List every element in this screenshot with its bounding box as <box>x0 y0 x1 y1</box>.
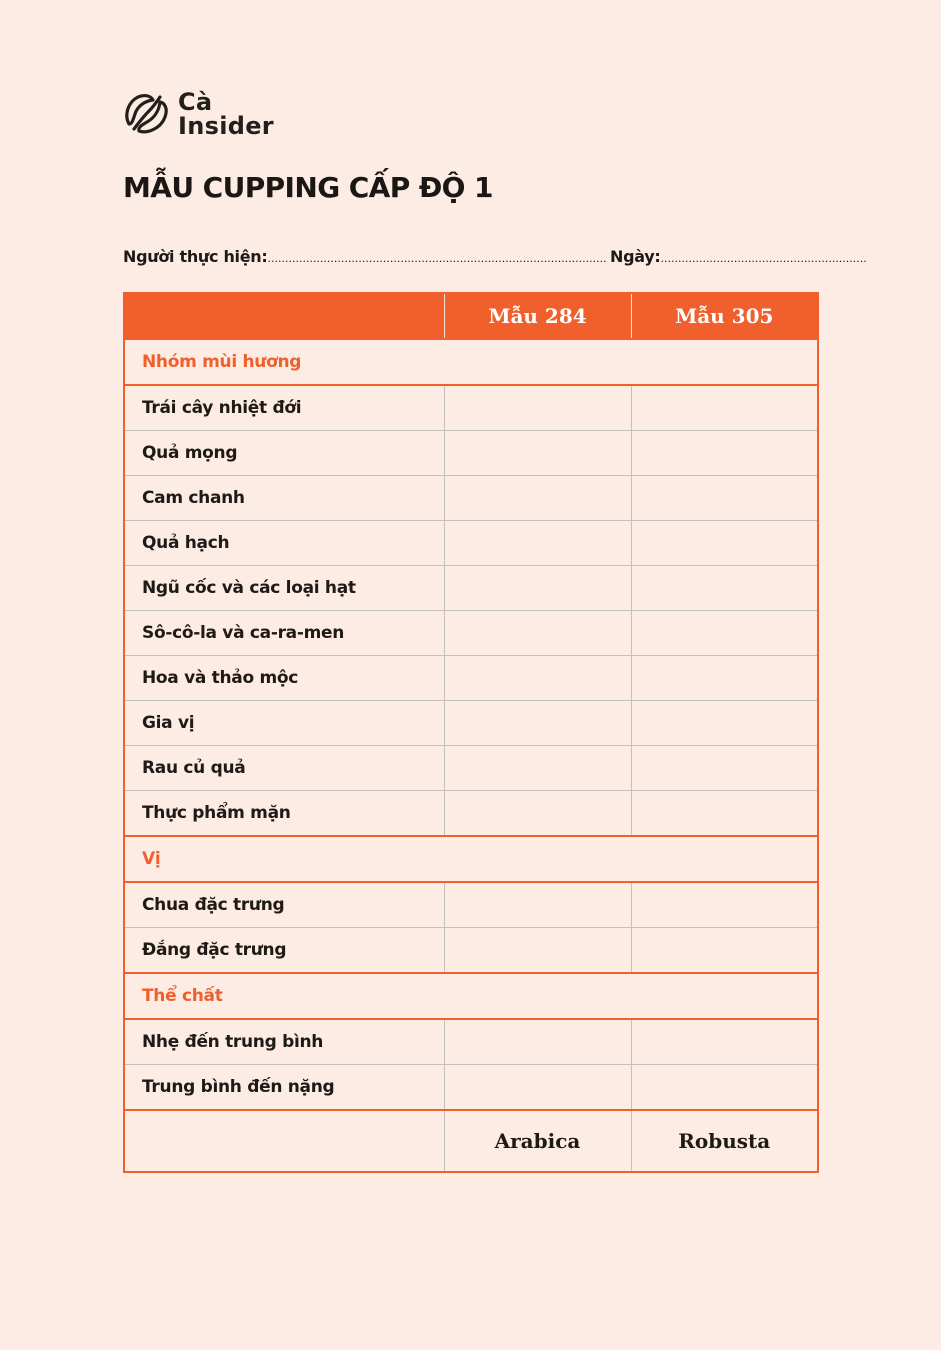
group-title: Nhóm mùi hương <box>124 339 818 385</box>
table-row <box>124 928 818 974</box>
attribute-label: Nhẹ đến trung bình <box>124 1019 444 1065</box>
table-row <box>124 566 818 611</box>
sample-284-cell[interactable] <box>444 928 631 974</box>
sample-305-cell[interactable] <box>631 882 818 928</box>
sample-284-cell[interactable] <box>444 476 631 521</box>
sample-305-cell[interactable] <box>631 928 818 974</box>
table-row <box>124 791 818 837</box>
table-row <box>124 701 818 746</box>
performer-fill-line[interactable]: ................................................................................................. <box>267 252 607 265</box>
sample-284-cell[interactable] <box>444 882 631 928</box>
sample-305-cell[interactable] <box>631 385 818 431</box>
sample-305-cell[interactable] <box>631 1065 818 1111</box>
group-title: Thể chất <box>124 973 818 1019</box>
attribute-label: Rau củ quả <box>124 746 444 791</box>
attribute-label: Quả hạch <box>124 521 444 566</box>
performer-label: Người thực hiện: <box>123 247 268 266</box>
sample-284-cell[interactable] <box>444 1065 631 1111</box>
sample-284-cell[interactable] <box>444 566 631 611</box>
table-row <box>124 746 818 791</box>
attribute-label: Chua đặc trưng <box>124 882 444 928</box>
table-row <box>124 882 818 928</box>
table-header-row <box>124 293 818 339</box>
table-body <box>124 339 818 1110</box>
attribute-label: Gia vị <box>124 701 444 746</box>
table-row <box>124 656 818 701</box>
sample-305-cell[interactable] <box>631 566 818 611</box>
attribute-label: Hoa và thảo mộc <box>124 656 444 701</box>
table-row <box>124 611 818 656</box>
sample-284-cell[interactable] <box>444 611 631 656</box>
table-row <box>124 1019 818 1065</box>
brand-name <box>178 90 274 138</box>
footer-robusta: Robusta <box>631 1110 818 1172</box>
group-row <box>124 339 818 385</box>
attribute-label: Cam chanh <box>124 476 444 521</box>
sample-305-cell[interactable] <box>631 701 818 746</box>
page-title: MẪU CUPPING CẤP ĐỘ 1 <box>123 171 493 204</box>
cupping-table <box>123 292 819 1173</box>
footer-label-cell <box>124 1110 444 1172</box>
attribute-label: Thực phẩm mặn <box>124 791 444 837</box>
table-row <box>124 521 818 566</box>
group-title: Vị <box>124 836 818 882</box>
sample-305-cell[interactable] <box>631 791 818 837</box>
sample-284-cell[interactable] <box>444 1019 631 1065</box>
attribute-label: Trái cây nhiệt đới <box>124 385 444 431</box>
table-footer-row <box>124 1110 818 1172</box>
date-field[interactable] <box>610 247 867 266</box>
attribute-label: Trung bình đến nặng <box>124 1065 444 1111</box>
performer-field[interactable] <box>123 247 607 266</box>
sample-284-cell[interactable] <box>444 656 631 701</box>
attribute-label: Sô-cô-la và ca-ra-men <box>124 611 444 656</box>
date-fill-line[interactable]: ........................................................... <box>660 252 867 265</box>
sample-284-cell[interactable] <box>444 701 631 746</box>
coffee-bean-logo-icon <box>123 91 169 137</box>
date-label: Ngày: <box>610 247 661 266</box>
brand-name-line1: Cà <box>178 88 213 116</box>
sample-305-cell[interactable] <box>631 656 818 701</box>
attribute-label: Ngũ cốc và các loại hạt <box>124 566 444 611</box>
sample-284-cell[interactable] <box>444 431 631 476</box>
footer-arabica: Arabica <box>444 1110 631 1172</box>
header-sample-305: Mẫu 305 <box>631 293 818 339</box>
sample-305-cell[interactable] <box>631 521 818 566</box>
attribute-label: Đắng đặc trưng <box>124 928 444 974</box>
sample-284-cell[interactable] <box>444 521 631 566</box>
sample-305-cell[interactable] <box>631 1019 818 1065</box>
brand-name-line2: Insider <box>178 112 274 140</box>
group-row <box>124 836 818 882</box>
sample-284-cell[interactable] <box>444 746 631 791</box>
sample-305-cell[interactable] <box>631 476 818 521</box>
table-row <box>124 385 818 431</box>
sample-284-cell[interactable] <box>444 791 631 837</box>
sample-284-cell[interactable] <box>444 385 631 431</box>
sample-305-cell[interactable] <box>631 746 818 791</box>
table-row <box>124 431 818 476</box>
header-sample-284: Mẫu 284 <box>444 293 631 339</box>
sample-305-cell[interactable] <box>631 431 818 476</box>
sample-305-cell[interactable] <box>631 611 818 656</box>
header-label-cell <box>124 293 444 339</box>
table-row <box>124 1065 818 1111</box>
table-row <box>124 476 818 521</box>
group-row <box>124 973 818 1019</box>
brand-logo <box>123 90 274 138</box>
attribute-label: Quả mọng <box>124 431 444 476</box>
